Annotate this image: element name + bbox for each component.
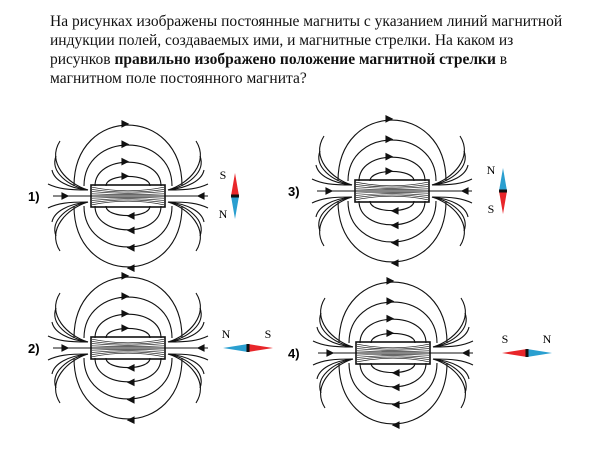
field-arrow-icon xyxy=(128,397,134,403)
field-arrow-icon xyxy=(122,273,128,279)
field-arrow-icon xyxy=(128,227,134,233)
pole-label: S xyxy=(501,332,509,346)
field-arrow-icon xyxy=(386,168,392,174)
field-arrow-icon xyxy=(128,379,134,385)
field-lines xyxy=(48,273,208,423)
field-arrow-icon xyxy=(128,265,134,271)
field-arrow-icon xyxy=(122,159,128,165)
field-arrow-icon xyxy=(392,260,398,266)
pole-label: N xyxy=(486,163,496,177)
magnetic-needle xyxy=(223,344,273,352)
magnetic-needle xyxy=(502,349,552,357)
field-arrow-icon xyxy=(393,384,399,390)
figure-label: 1) xyxy=(28,189,40,204)
field-arrow-icon xyxy=(387,298,393,304)
figure-label: 2) xyxy=(28,341,40,356)
figure-2 xyxy=(28,273,273,423)
field-arrow-icon xyxy=(393,370,399,376)
field-arrow-icon xyxy=(326,188,332,194)
pole-label: N xyxy=(221,327,231,341)
figure-1 xyxy=(28,121,239,271)
pole-label: S xyxy=(487,202,495,216)
pole-label: S xyxy=(264,327,272,341)
field-arrow-icon xyxy=(122,173,128,179)
field-arrow-icon xyxy=(122,121,128,127)
field-arrow-icon xyxy=(62,193,68,199)
field-arrow-icon xyxy=(128,365,134,371)
field-arrow-icon xyxy=(462,188,468,194)
field-arrow-icon xyxy=(128,245,134,251)
field-arrow-icon xyxy=(122,325,128,331)
field-arrow-icon xyxy=(122,141,128,147)
field-arrow-icon xyxy=(386,154,392,160)
field-arrow-icon xyxy=(392,208,398,214)
field-arrow-icon xyxy=(386,136,392,142)
field-lines xyxy=(312,116,472,266)
field-arrow-icon xyxy=(393,402,399,408)
question-part-1: На рисунках изображены постоянные магниты с указанием линий магнитной индукции полей, создаваемых ими, и магнитные стрелки. На каком из рисунков xyxy=(50,13,563,68)
pole-label: N xyxy=(542,332,552,346)
pole-label: S xyxy=(219,168,227,182)
field-arrow-icon xyxy=(122,293,128,299)
field-arrow-icon xyxy=(198,193,204,199)
figure-3 xyxy=(288,116,507,266)
field-lines xyxy=(313,278,473,428)
field-arrow-icon xyxy=(387,278,393,284)
field-arrow-icon xyxy=(393,422,399,428)
figure-4 xyxy=(288,278,552,428)
figure-label: 4) xyxy=(288,346,300,361)
field-arrow-icon xyxy=(122,311,128,317)
field-arrow-icon xyxy=(392,240,398,246)
field-lines xyxy=(48,121,208,271)
field-arrow-icon xyxy=(387,316,393,322)
field-arrow-icon xyxy=(327,350,333,356)
field-arrow-icon xyxy=(463,350,469,356)
field-arrow-icon xyxy=(198,345,204,351)
field-arrow-icon xyxy=(387,330,393,336)
field-arrow-icon xyxy=(392,222,398,228)
figure-label: 3) xyxy=(288,184,300,199)
pole-label: N xyxy=(218,207,228,221)
field-arrow-icon xyxy=(62,345,68,351)
magnetic-needle xyxy=(231,173,239,219)
field-arrow-icon xyxy=(128,213,134,219)
question-part-2: в магнитном поле постоянного магнита? xyxy=(50,51,508,87)
field-arrow-icon xyxy=(386,116,392,122)
question-emphasis: правильно изображено положение магнитной стрелки xyxy=(114,51,496,68)
magnetic-needle xyxy=(499,168,507,214)
field-arrow-icon xyxy=(128,417,134,423)
